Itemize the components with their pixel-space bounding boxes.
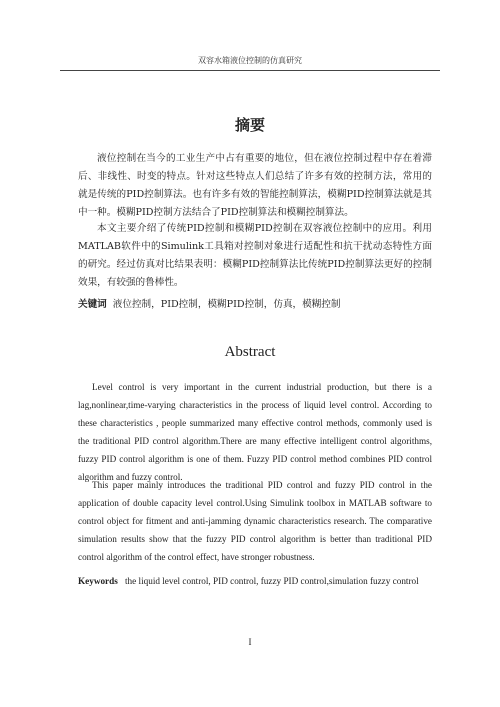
abstract-en-title: Abstract [224, 344, 276, 360]
abstract-zh-paragraph: 液位控制在当今的工业生产中占有重要的地位，但在液位控制过程中存在着滞后、非线性、时变的特点。针对这些特点人们总结了许多有效的控制方法，常用的就是传统的PID控制算法。也有许多有效的智能控制算法，模糊PID控制算法就是其中一种。模糊PID控制方法结合了PID控制算法和模糊控制算法。 [78, 153, 432, 218]
abstract-zh-keywords [78, 296, 432, 314]
abstract-en-paragraph: This paper mainly introduces the traditional PID control and fuzzy PID control in the application of double capacity level control.Using Simulink toolbox in MATLAB software to control object for fitment and anti-jamming dynamic characteristics research. The comparative simulation results show that the fuzzy PID control algorithm is better than traditional PID control algorithm of the control effect, have stronger robustness. [78, 480, 432, 562]
keywords-zh-label: 关键词 [78, 299, 107, 310]
page-number: I [248, 637, 252, 647]
abstract-zh-paragraph: 本文主要介绍了传统PID控制和模糊PID控制在双容液位控制中的应用。利用MATLAB软件中的Simulink工具箱对控制对象进行适配性和抗干扰动态特性方面的研究。经过仿真对比结果表明：模糊PID控制算法比传统PID控制算法更好的控制效果，有较强的鲁棒性。 [78, 223, 432, 288]
abstract-en-paragraph: Level control is very important in the current industrial production, but there is a lag,nonlinear,time-varying characteristics in the process of liquid level control. According to these characteristics , people summarized many effective control methods, commonly used is the traditional PID control algorithm.There are many effective intelligent control algorithms, fuzzy PID control algorithm is one of them. Fuzzy PID control method combines PID control algorithm and fuzzy control. [78, 382, 432, 482]
abstract-en-keywords [78, 572, 432, 590]
keywords-en-text: the liquid level control, PID control, fuzzy PID control,simulation fuzzy control [125, 576, 419, 586]
keywords-en-label: Keywords [78, 576, 118, 586]
running-header: 双容水箱液位控制的仿真研究 [198, 56, 302, 65]
abstract-zh-title: 摘要 [234, 116, 265, 134]
header-divider [60, 70, 440, 71]
keywords-zh-text: 液位控制，PID控制，模糊PID控制，仿真，模糊控制 [112, 299, 341, 310]
